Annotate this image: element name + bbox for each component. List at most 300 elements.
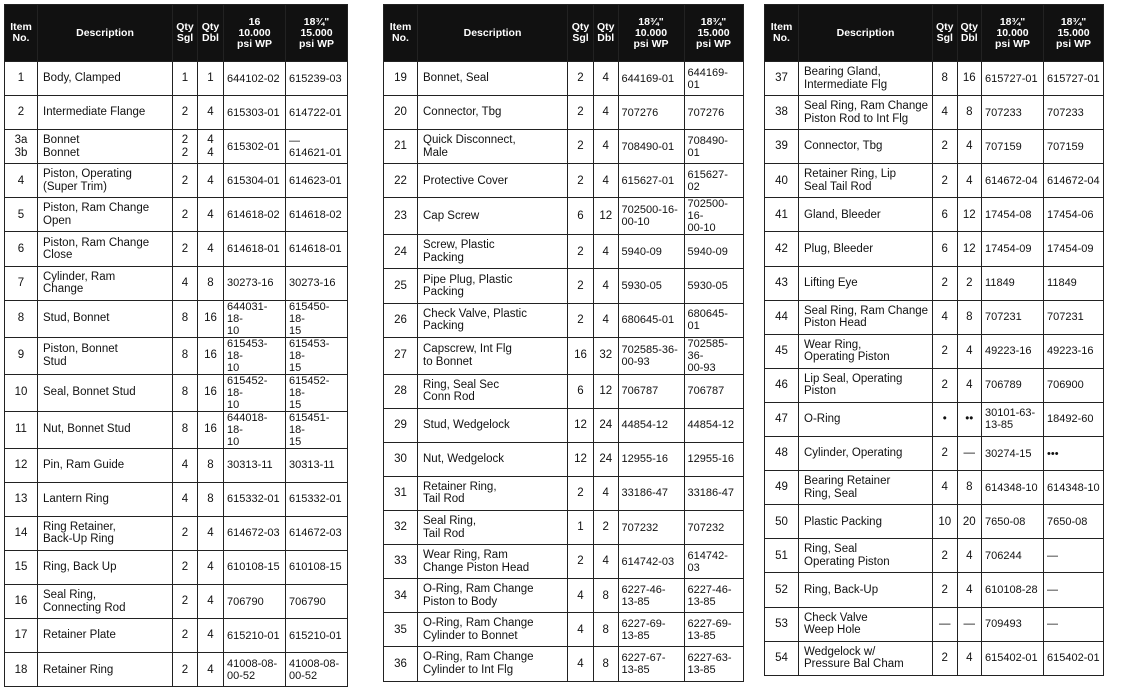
- part-no-b: 615210-01: [289, 629, 342, 642]
- description-cell: [38, 62, 173, 96]
- qty-double-cell: [198, 374, 224, 411]
- header-part-no-a: [982, 5, 1044, 62]
- qty-double-cell: [957, 96, 982, 130]
- qty-single-cell: [568, 545, 594, 579]
- qty-single: 2: [941, 651, 948, 664]
- qty-double: 4: [602, 106, 609, 119]
- item-no: 24: [394, 245, 407, 258]
- part-no-a: 11849: [985, 277, 1015, 290]
- qty-double-cell: [594, 545, 619, 579]
- item-no-cell: [5, 164, 38, 198]
- part-no-b-cell: [286, 550, 348, 584]
- part-no-a-cell: [618, 198, 684, 235]
- table-row: [765, 96, 1104, 130]
- part-no-b: 30273-16: [289, 277, 336, 290]
- part-no-b-cell: [1044, 641, 1104, 675]
- description: Cylinder, Operating: [804, 447, 903, 460]
- part-no-a: 30313-11: [227, 459, 273, 472]
- part-no-b-cell: [1044, 573, 1104, 607]
- item-no-cell: [765, 505, 799, 539]
- qty-double-cell: [594, 408, 619, 442]
- part-no-a: 614618-02: [227, 208, 280, 221]
- qty-double-cell: [957, 130, 982, 164]
- part-no-a: 41008-08- 00-52: [227, 657, 278, 682]
- header-part-no-b-label: 18¾" 15.000 psi WP: [1056, 15, 1092, 50]
- qty-single-cell: [173, 550, 198, 584]
- qty-double-cell: [594, 198, 619, 235]
- qty-double: 4: [207, 663, 214, 676]
- qty-single-cell: [173, 448, 198, 482]
- part-no-b: 5930-05: [687, 280, 728, 293]
- part-no-b: 680645-01: [687, 308, 728, 333]
- part-no-a: 6227-67- 13-85: [621, 651, 666, 676]
- qty-double-cell: [594, 164, 619, 198]
- description: Seal Ring, Connecting Rod: [43, 589, 126, 614]
- qty-double-cell: [957, 402, 982, 436]
- part-no-b: —: [1047, 618, 1059, 631]
- table-row: [384, 164, 744, 198]
- qty-single: 2: [181, 595, 189, 608]
- qty-double-cell: [198, 130, 224, 164]
- description: Stud, Bonnet: [43, 312, 110, 325]
- description-cell: [38, 585, 173, 619]
- part-no-b: — 614621-01: [289, 134, 342, 159]
- header-item-no: [5, 5, 38, 62]
- qty-single: 2: [577, 174, 584, 187]
- table-row: [5, 516, 348, 550]
- qty-single-cell: [933, 607, 958, 641]
- item-no-cell: [384, 164, 418, 198]
- qty-single: 4: [181, 276, 189, 289]
- header-part-no-b-label: 18¾" 15.000 psi WP: [696, 15, 732, 50]
- item-no: 17: [14, 629, 28, 642]
- qty-single-cell: [173, 96, 198, 130]
- qty-double: —: [963, 617, 976, 630]
- qty-single: 2: [181, 629, 189, 642]
- description: O-Ring: [804, 413, 841, 426]
- qty-single: 2: [181, 561, 189, 574]
- qty-double: 16: [204, 349, 217, 362]
- description-cell: [38, 300, 173, 337]
- qty-single-cell: [933, 266, 958, 300]
- part-no-b-cell: [684, 408, 743, 442]
- part-no-a: 707276: [621, 106, 659, 119]
- item-no-cell: [5, 198, 38, 232]
- qty-double-cell: [957, 607, 982, 641]
- part-no-b-cell: [684, 235, 743, 269]
- qty-single-cell: [568, 62, 594, 96]
- description-cell: [38, 130, 173, 164]
- description: Seal Ring, Ram Change Piston Head: [804, 304, 929, 330]
- part-no-a: 644031-18- 10: [227, 300, 268, 337]
- description: Capscrew, Int Flg to Bonnet: [423, 343, 512, 368]
- description: Seal Ring, Tail Rod: [423, 515, 477, 540]
- part-no-a-cell: [618, 647, 684, 681]
- part-no-b: 615332-01: [289, 493, 342, 506]
- part-no-a: 709493: [985, 618, 1022, 631]
- item-no-cell: [384, 442, 418, 476]
- part-no-a-cell: [618, 62, 684, 96]
- part-no-a: 615302-01: [227, 140, 280, 153]
- table-row: [384, 198, 744, 235]
- table-row: [384, 613, 744, 647]
- item-no: 4: [17, 174, 25, 187]
- part-no-b: 614672-03: [289, 527, 342, 540]
- item-no: 54: [775, 651, 788, 664]
- qty-double-cell: [957, 232, 982, 266]
- table-row: [765, 164, 1104, 198]
- part-no-b: —: [1047, 583, 1059, 596]
- qty-single-cell: [568, 130, 594, 164]
- part-no-b-cell: [1044, 437, 1104, 471]
- part-no-b-cell: [1044, 471, 1104, 505]
- description: Piston, Ram Change Close: [43, 236, 150, 262]
- description: Piston, Bonnet Stud: [43, 343, 118, 368]
- item-no-cell: [5, 482, 38, 516]
- description-cell: [38, 337, 173, 374]
- item-no: 22: [394, 174, 407, 187]
- item-no-cell: [5, 374, 38, 411]
- part-no-b-cell: [1044, 334, 1104, 368]
- part-no-a-cell: [618, 235, 684, 269]
- parts-table-3: [764, 4, 1104, 676]
- header-qty-sgl: [173, 5, 198, 62]
- qty-double-cell: [198, 619, 224, 653]
- item-no: 47: [775, 413, 788, 426]
- part-no-a-cell: [224, 164, 286, 198]
- part-no-a-cell: [982, 164, 1044, 198]
- qty-single: 2: [941, 276, 948, 289]
- description: Retainer Ring, Tail Rod: [423, 480, 497, 506]
- description: Gland, Bleeder: [804, 208, 881, 221]
- item-no-cell: [384, 374, 418, 408]
- part-no-a: 615304-01: [227, 174, 280, 187]
- part-no-b-cell: [1044, 607, 1104, 641]
- part-no-b: 614672-04: [1047, 174, 1100, 187]
- part-no-b: —: [1047, 549, 1059, 562]
- part-no-b-cell: [286, 96, 348, 130]
- table-row: [5, 337, 348, 374]
- part-no-b-cell: [286, 164, 348, 198]
- description: Protective Cover: [423, 174, 509, 187]
- part-no-a-cell: [618, 96, 684, 130]
- part-no-b-cell: [286, 448, 348, 482]
- qty-single-cell: [933, 573, 958, 607]
- qty-single: 2: [577, 140, 584, 153]
- item-no-cell: [765, 573, 799, 607]
- item-no-cell: [5, 653, 38, 687]
- item-no: 5: [17, 208, 25, 221]
- item-no: 6: [17, 242, 25, 255]
- description-cell: [799, 198, 933, 232]
- item-no: 19: [394, 72, 407, 85]
- item-no-cell: [384, 235, 418, 269]
- qty-single-cell: [568, 235, 594, 269]
- qty-single: 2: [577, 72, 584, 85]
- header-description-label: Description: [836, 26, 895, 39]
- table-row: [5, 266, 348, 300]
- qty-single-cell: [568, 442, 594, 476]
- table-row: [5, 232, 348, 266]
- qty-single: 8: [181, 349, 189, 362]
- qty-single-cell: [173, 482, 198, 516]
- qty-single: 12: [574, 419, 587, 432]
- description: O-Ring, Ram Change Piston to Body: [423, 583, 534, 608]
- part-no-a-cell: [224, 300, 286, 337]
- qty-double-cell: [594, 613, 619, 647]
- header-description: [799, 5, 933, 62]
- header-description-label: Description: [76, 26, 134, 39]
- part-no-b: 706790: [289, 595, 326, 608]
- header-description: [418, 5, 568, 62]
- qty-single: 2 2: [181, 134, 189, 159]
- table-header-row: [5, 5, 348, 62]
- qty-single-cell: [173, 164, 198, 198]
- table-row: [5, 62, 348, 96]
- qty-double-cell: [594, 511, 619, 545]
- qty-double: 4: [966, 379, 973, 392]
- item-no-cell: [765, 368, 799, 402]
- header-qty-dbl: [957, 5, 982, 62]
- description: Retainer Ring, Lip Seal Tail Rod: [804, 168, 897, 193]
- qty-single: 2: [181, 174, 189, 187]
- part-no-b: 6227-46- 13-85: [687, 583, 732, 608]
- item-no: 41: [775, 208, 788, 221]
- qty-double-cell: [957, 300, 982, 334]
- table-row: [384, 337, 744, 374]
- qty-single: 2: [941, 549, 948, 562]
- header-qty-dbl-label: Qty Dbl: [201, 21, 220, 44]
- qty-single-cell: [173, 585, 198, 619]
- qty-double: 8: [966, 310, 973, 323]
- part-no-a: 615727-01: [985, 72, 1038, 85]
- part-no-a-cell: [618, 545, 684, 579]
- part-no-b: 614618-01: [289, 243, 342, 256]
- part-no-b: 610108-15: [289, 561, 342, 574]
- qty-double-cell: [198, 550, 224, 584]
- part-no-a-cell: [224, 374, 286, 411]
- part-no-a-cell: [224, 411, 286, 448]
- table-row: [384, 579, 744, 613]
- description-cell: [418, 235, 568, 269]
- table-row: [384, 269, 744, 303]
- qty-single: 4: [181, 458, 189, 471]
- part-no-a-cell: [224, 516, 286, 550]
- qty-single-cell: [933, 505, 958, 539]
- table-row: [5, 198, 348, 232]
- description-cell: [418, 476, 568, 510]
- part-no-a-cell: [618, 337, 684, 374]
- qty-single: 2: [577, 313, 584, 326]
- part-no-a-cell: [982, 437, 1044, 471]
- qty-single: 2: [181, 663, 189, 676]
- table-row: [5, 585, 348, 619]
- qty-double-cell: [198, 585, 224, 619]
- part-no-a: 30101-63- 13-85: [985, 407, 1036, 432]
- qty-single-cell: [568, 476, 594, 510]
- part-no-a-cell: [618, 511, 684, 545]
- qty-double: 24: [599, 419, 613, 432]
- item-no: 20: [394, 106, 407, 119]
- qty-double-cell: [198, 337, 224, 374]
- table-row: [384, 62, 744, 96]
- table-row: [765, 368, 1104, 402]
- header-qty-sgl: [568, 5, 594, 62]
- qty-double-cell: [198, 96, 224, 130]
- part-no-a-cell: [618, 579, 684, 613]
- qty-single-cell: [173, 516, 198, 550]
- part-no-a-cell: [224, 62, 286, 96]
- qty-double-cell: [198, 448, 224, 482]
- part-no-b: 30313-11: [289, 459, 335, 472]
- part-no-b: •••: [1047, 447, 1059, 460]
- table-row: [765, 641, 1104, 675]
- part-no-b: 7650-08: [1047, 515, 1088, 528]
- qty-single: 2: [577, 487, 584, 500]
- part-no-b-cell: [286, 130, 348, 164]
- qty-double-cell: [594, 130, 619, 164]
- part-no-b: 702585-36- 00-93: [687, 337, 728, 374]
- part-no-b-cell: [684, 96, 743, 130]
- part-no-a-cell: [982, 471, 1044, 505]
- table-row: [765, 505, 1104, 539]
- table-row: [765, 402, 1104, 436]
- part-no-a-cell: [982, 266, 1044, 300]
- part-no-b: 11849: [1047, 277, 1077, 290]
- qty-double-cell: [594, 476, 619, 510]
- item-no-cell: [765, 300, 799, 334]
- qty-double: 4: [207, 174, 214, 187]
- description-cell: [418, 62, 568, 96]
- description-cell: [418, 613, 568, 647]
- table-row: [765, 334, 1104, 368]
- item-no: 8: [17, 312, 25, 325]
- header-qty-dbl-label: Qty Dbl: [597, 21, 615, 44]
- header-qty-sgl-label: Qty Sgl: [936, 21, 954, 44]
- qty-double: 12: [962, 208, 976, 221]
- table-row: [5, 550, 348, 584]
- qty-double: 4: [966, 651, 973, 664]
- part-no-a-cell: [982, 130, 1044, 164]
- description-cell: [38, 482, 173, 516]
- qty-double: 4: [602, 555, 609, 568]
- table-row: [384, 130, 744, 164]
- header-part-no-a: [618, 5, 684, 62]
- item-no: 13: [14, 493, 28, 506]
- part-no-a: 44854-12: [621, 419, 669, 432]
- part-no-b: 44854-12: [687, 419, 735, 432]
- part-no-b-cell: [286, 232, 348, 266]
- item-no-cell: [5, 130, 38, 164]
- item-no-cell: [384, 337, 418, 374]
- part-no-b: 17454-09: [1047, 243, 1094, 256]
- description-cell: [38, 411, 173, 448]
- qty-double-cell: [957, 62, 982, 96]
- description: Body, Clamped: [43, 72, 121, 85]
- part-no-b-cell: [684, 476, 743, 510]
- part-no-b-cell: [1044, 232, 1104, 266]
- description-cell: [38, 96, 173, 130]
- qty-single: 4: [941, 481, 948, 494]
- part-no-b: 615627-02: [687, 168, 728, 193]
- part-no-a: 706790: [227, 595, 264, 608]
- item-no-cell: [765, 164, 799, 198]
- part-no-a-cell: [618, 613, 684, 647]
- table-row: [384, 374, 744, 408]
- part-no-a-cell: [618, 130, 684, 164]
- item-no: 2: [17, 106, 25, 119]
- description-cell: [799, 96, 933, 130]
- qty-double-cell: [198, 266, 224, 300]
- part-no-b: 644169-01: [687, 66, 728, 91]
- table-row: [384, 235, 744, 269]
- part-no-a: 614672-04: [985, 174, 1038, 187]
- item-no: 32: [394, 521, 407, 534]
- part-no-b-cell: [286, 585, 348, 619]
- qty-double: 4: [602, 245, 609, 258]
- qty-single: 6: [941, 242, 948, 255]
- part-no-a-cell: [982, 334, 1044, 368]
- qty-single-cell: [173, 337, 198, 374]
- header-part-no-a-label: 18¾" 10.000 psi WP: [995, 15, 1031, 50]
- qty-single-cell: [568, 96, 594, 130]
- qty-single-cell: [933, 164, 958, 198]
- qty-double: 8: [602, 657, 609, 670]
- item-no: 44: [775, 310, 788, 323]
- description: Nut, Wedgelock: [423, 453, 504, 466]
- header-item-no-label: Item No.: [770, 21, 793, 44]
- part-no-b: 614618-02: [289, 208, 342, 221]
- part-no-b-cell: [286, 374, 348, 411]
- description: Wedgelock w/ Pressure Bal Cham: [804, 645, 904, 671]
- table-row: [765, 539, 1104, 573]
- table-row: [765, 232, 1104, 266]
- item-no: 33: [394, 555, 407, 568]
- description-cell: [38, 266, 173, 300]
- item-no-cell: [384, 96, 418, 130]
- qty-single: 2: [181, 106, 189, 119]
- description-cell: [799, 471, 933, 505]
- description-cell: [418, 408, 568, 442]
- table-row: [5, 448, 348, 482]
- qty-double: 12: [599, 384, 613, 397]
- qty-single: 2: [941, 583, 948, 596]
- part-no-a: 17454-08: [985, 208, 1032, 221]
- part-no-b-cell: [684, 442, 743, 476]
- qty-double: 32: [599, 349, 613, 362]
- qty-single-cell: [933, 198, 958, 232]
- description-cell: [799, 130, 933, 164]
- header-qty-dbl: [198, 5, 224, 62]
- part-no-a: 707159: [985, 140, 1022, 153]
- table-row: [384, 545, 744, 579]
- description-cell: [418, 269, 568, 303]
- qty-single-cell: [933, 539, 958, 573]
- description-cell: [38, 198, 173, 232]
- part-no-a: 708490-01: [621, 140, 675, 153]
- description-cell: [799, 334, 933, 368]
- item-no-cell: [765, 471, 799, 505]
- qty-single: 2: [181, 242, 189, 255]
- item-no: 39: [775, 140, 788, 153]
- qty-single: 6: [577, 210, 584, 223]
- description: Ring Retainer, Back-Up Ring: [43, 520, 116, 546]
- description-cell: [418, 442, 568, 476]
- item-no-cell: [765, 232, 799, 266]
- qty-double: 12: [599, 210, 613, 223]
- item-no-cell: [384, 647, 418, 681]
- part-no-a: 702500-16- 00-10: [621, 204, 678, 229]
